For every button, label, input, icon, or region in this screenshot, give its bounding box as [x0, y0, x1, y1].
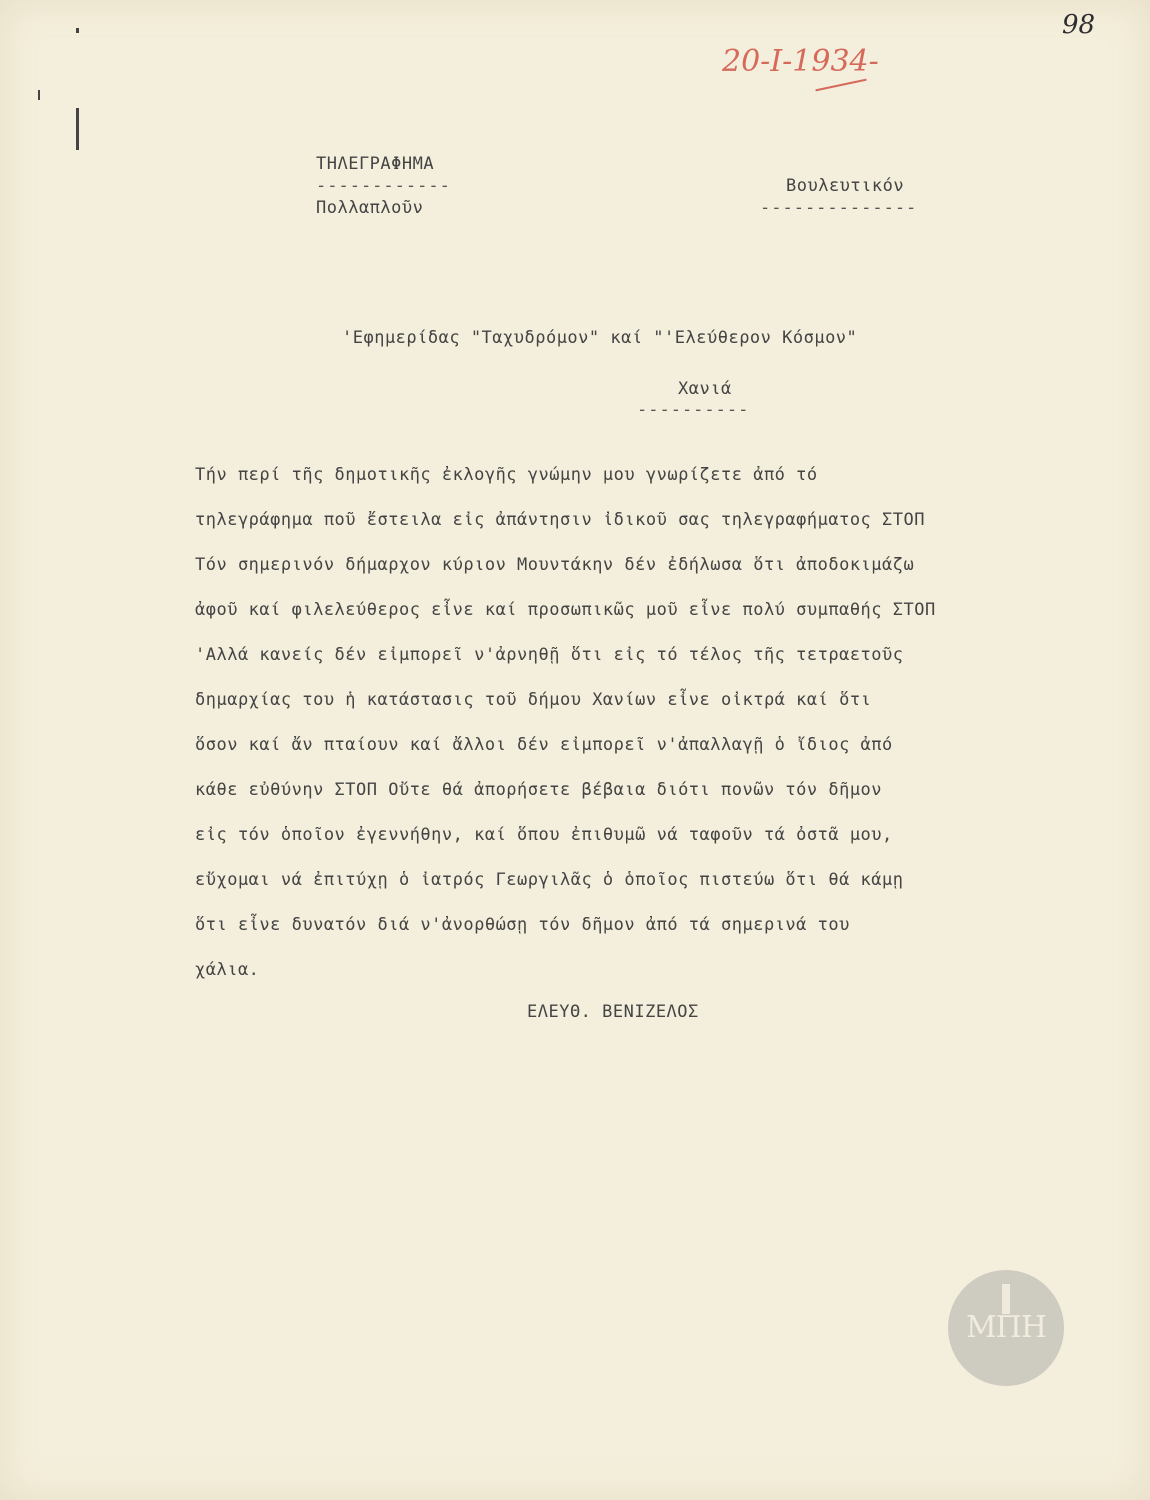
recipient-city-rule: ----------	[637, 400, 750, 420]
margin-mark	[38, 90, 40, 100]
telegram-heading-rule: ------------	[316, 176, 451, 196]
recipient-line: 'Εφημερίδας "Ταχυδρόμον" καί "'Ελεύθερον Κόσμον"	[342, 328, 858, 348]
body-line: Τόν σημερινόν δήμαρχον κύριον Μουντάκην δέν ἐδήλωσα ὅτι ἀποδοκιμάζω	[195, 555, 915, 575]
page-number: 98	[1062, 10, 1096, 40]
body-line: ὅσον καί ἄν πταίουν καί ἄλλοι δέν εἰμπορεῖ ν'ἀπαλλαγῇ ὁ ἴδιος ἀπό	[195, 735, 893, 755]
body-line: ὅτι εἶνε δυνατόν διά ν'ἀνορθώσῃ τόν δῆμον ἀπό τά σημερινά του	[195, 915, 850, 935]
date-underline	[815, 79, 866, 92]
telegram-heading: ΤΗΛΕΓΡΑΦΗΜΑ	[316, 154, 435, 174]
body-line: Τήν περί τῆς δημοτικῆς ἐκλογῆς γνώμην μου γνωρίζετε ἀπό τό	[195, 465, 818, 485]
body-line: ἀφοῦ καί φιλελεύθερος εἶνε καί προσωπικῶς μοῦ εἶνε πολύ συμπαθής ΣΤΟΠ	[195, 600, 936, 620]
body-line: εἰς τόν ὁποῖον ἐγεννήθην, καί ὅπου ἐπιθυμῶ νά ταφοῦν τά ὀστᾶ μου,	[195, 825, 893, 845]
body-line: τηλεγράφημα ποῦ ἔστειλα εἰς ἀπάντησιν ἰδικοῦ σας τηλεγραφήματος ΣΤΟΠ	[195, 510, 925, 530]
margin-mark	[76, 28, 79, 33]
telegram-type: Πολλαπλοῦν	[316, 198, 424, 218]
date-stamp: 20-I-1934-	[722, 44, 879, 79]
body-line: εὔχομαι νά ἐπιτύχῃ ὁ ἰατρός Γεωργιλᾶς ὁ ὁποῖος πιστεύω ὅτι θά κάμῃ	[195, 870, 904, 890]
seal-text: ΜΠΗ	[965, 1310, 1047, 1345]
recipient-city: Χανιά	[678, 379, 732, 399]
sender-office: Βουλευτικόν	[786, 176, 905, 196]
body-line: δημαρχίας του ἡ κατάστασις τοῦ δήμου Χανίων εἶνε οἰκτρά καί ὅτι	[195, 690, 872, 710]
margin-mark	[76, 108, 79, 150]
archive-seal	[948, 1270, 1064, 1386]
body-line: 'Αλλά κανείς δέν εἰμπορεῖ ν'ἀρνηθῇ ὅτι εἰς τό τέλος τῆς τετραετοῦς	[195, 645, 904, 665]
telegram-body	[195, 464, 1125, 1004]
body-line: χάλια.	[195, 960, 260, 980]
body-line: κάθε εὐθύνην ΣΤΟΠ Οὔτε θά ἀπορήσετε βέβαια διότι πονῶν τόν δῆμον	[195, 780, 883, 800]
sender-office-rule: --------------	[760, 198, 918, 218]
signature: ΕΛΕΥΘ. ΒΕΝΙΖΕΛΟΣ	[527, 1002, 699, 1022]
